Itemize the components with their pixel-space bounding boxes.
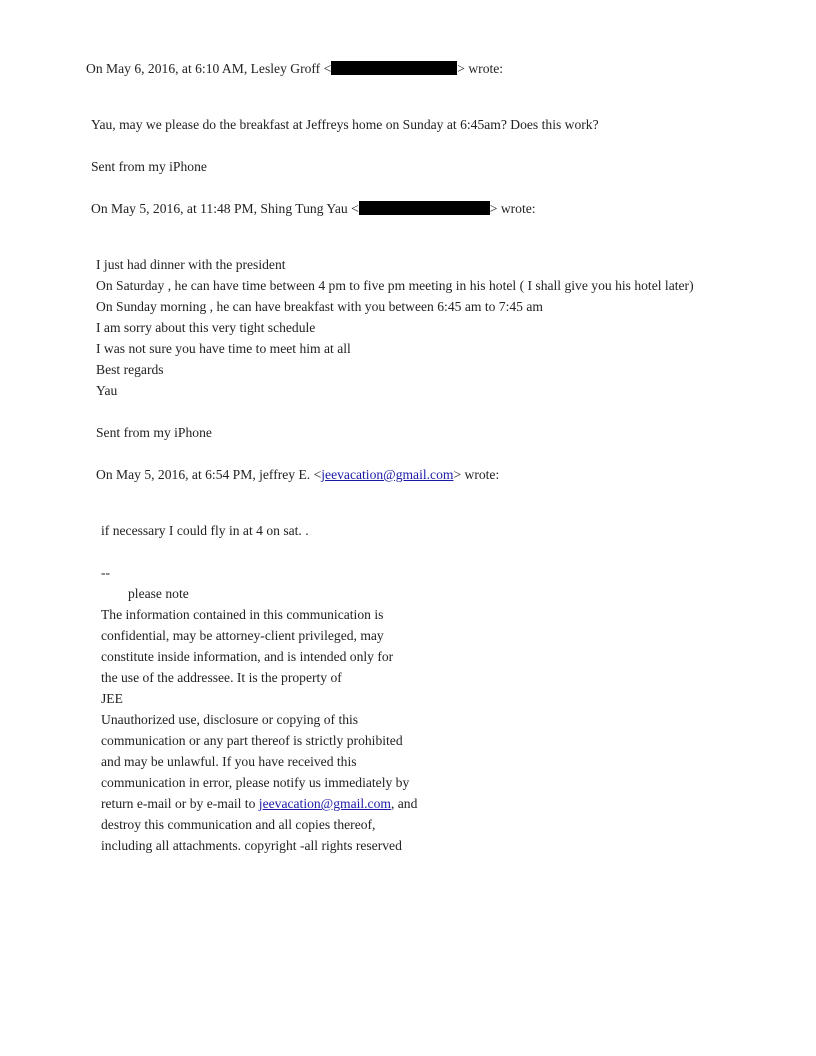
disclaimer-line: and may be unlawful. If you have received this <box>101 754 357 769</box>
message-line: I am sorry about this very tight schedule <box>96 320 316 335</box>
message-line: I just had dinner with the president <box>96 257 286 272</box>
return-prefix: return e-mail or by e-mail to <box>101 796 259 811</box>
disclaimer-line: confidential, may be attorney-client privileged, may <box>101 628 384 643</box>
header-prefix: On May 6, 2016, at 6:10 AM, Lesley Groff < <box>86 61 332 76</box>
signature-yau: Sent from my iPhone <box>96 425 212 440</box>
return-suffix: , and <box>390 796 418 811</box>
redacted-email-block <box>331 61 457 75</box>
header-suffix: > wrote: <box>489 201 536 216</box>
email-header-shing-tung-yau <box>91 201 536 217</box>
disclaimer-line: destroy this communication and all copies thereof, <box>101 817 376 832</box>
signature-lesley: Sent from my iPhone <box>91 159 207 174</box>
email-header-lesley-groff <box>86 61 503 77</box>
disclaimer-line: the use of the addressee. It is the property of <box>101 670 342 685</box>
disclaimer-line: including all attachments. copyright -all rights reserved <box>101 838 402 853</box>
message-line: On Saturday , he can have time between 4 pm to five pm meeting in his hotel ( I shall give you his hotel later) <box>96 278 694 293</box>
email-header-jeffrey <box>96 467 499 483</box>
message-body-lesley: Yau, may we please do the breakfast at Jeffreys home on Sunday at 6:45am? Does this work? <box>91 117 599 132</box>
message-line: On Sunday morning , he can have breakfast with you between 6:45 am to 7:45 am <box>96 299 543 314</box>
header-prefix: On May 5, 2016, at 6:54 PM, jeffrey E. < <box>96 467 322 482</box>
message-body-jeffrey: if necessary I could fly in at 4 on sat. . <box>101 523 309 538</box>
disclaimer-line: communication or any part thereof is strictly prohibited <box>101 733 403 748</box>
message-line: Yau <box>96 383 118 398</box>
disclaimer-return-line <box>101 796 417 812</box>
header-suffix: > wrote: <box>453 467 500 482</box>
disclaimer-line: communication in error, please notify us immediately by <box>101 775 410 790</box>
disclaimer-line: constitute inside information, and is intended only for <box>101 649 394 664</box>
note-label: please note <box>128 586 189 601</box>
disclaimer-line: JEE <box>101 691 123 706</box>
signature-dashes: -- <box>101 565 111 580</box>
message-line: I was not sure you have time to meet him at all <box>96 341 351 356</box>
message-line: Best regards <box>96 362 164 377</box>
disclaimer-line: The information contained in this communication is <box>101 607 384 622</box>
redacted-email-block <box>359 201 490 215</box>
disclaimer-line: Unauthorized use, disclosure or copying of this <box>101 712 359 727</box>
header-prefix: On May 5, 2016, at 11:48 PM, Shing Tung Yau < <box>91 201 359 216</box>
header-suffix: > wrote: <box>457 61 504 76</box>
email-link[interactable]: jeevacation@gmail.com <box>321 467 454 482</box>
email-link[interactable]: jeevacation@gmail.com <box>258 796 391 811</box>
